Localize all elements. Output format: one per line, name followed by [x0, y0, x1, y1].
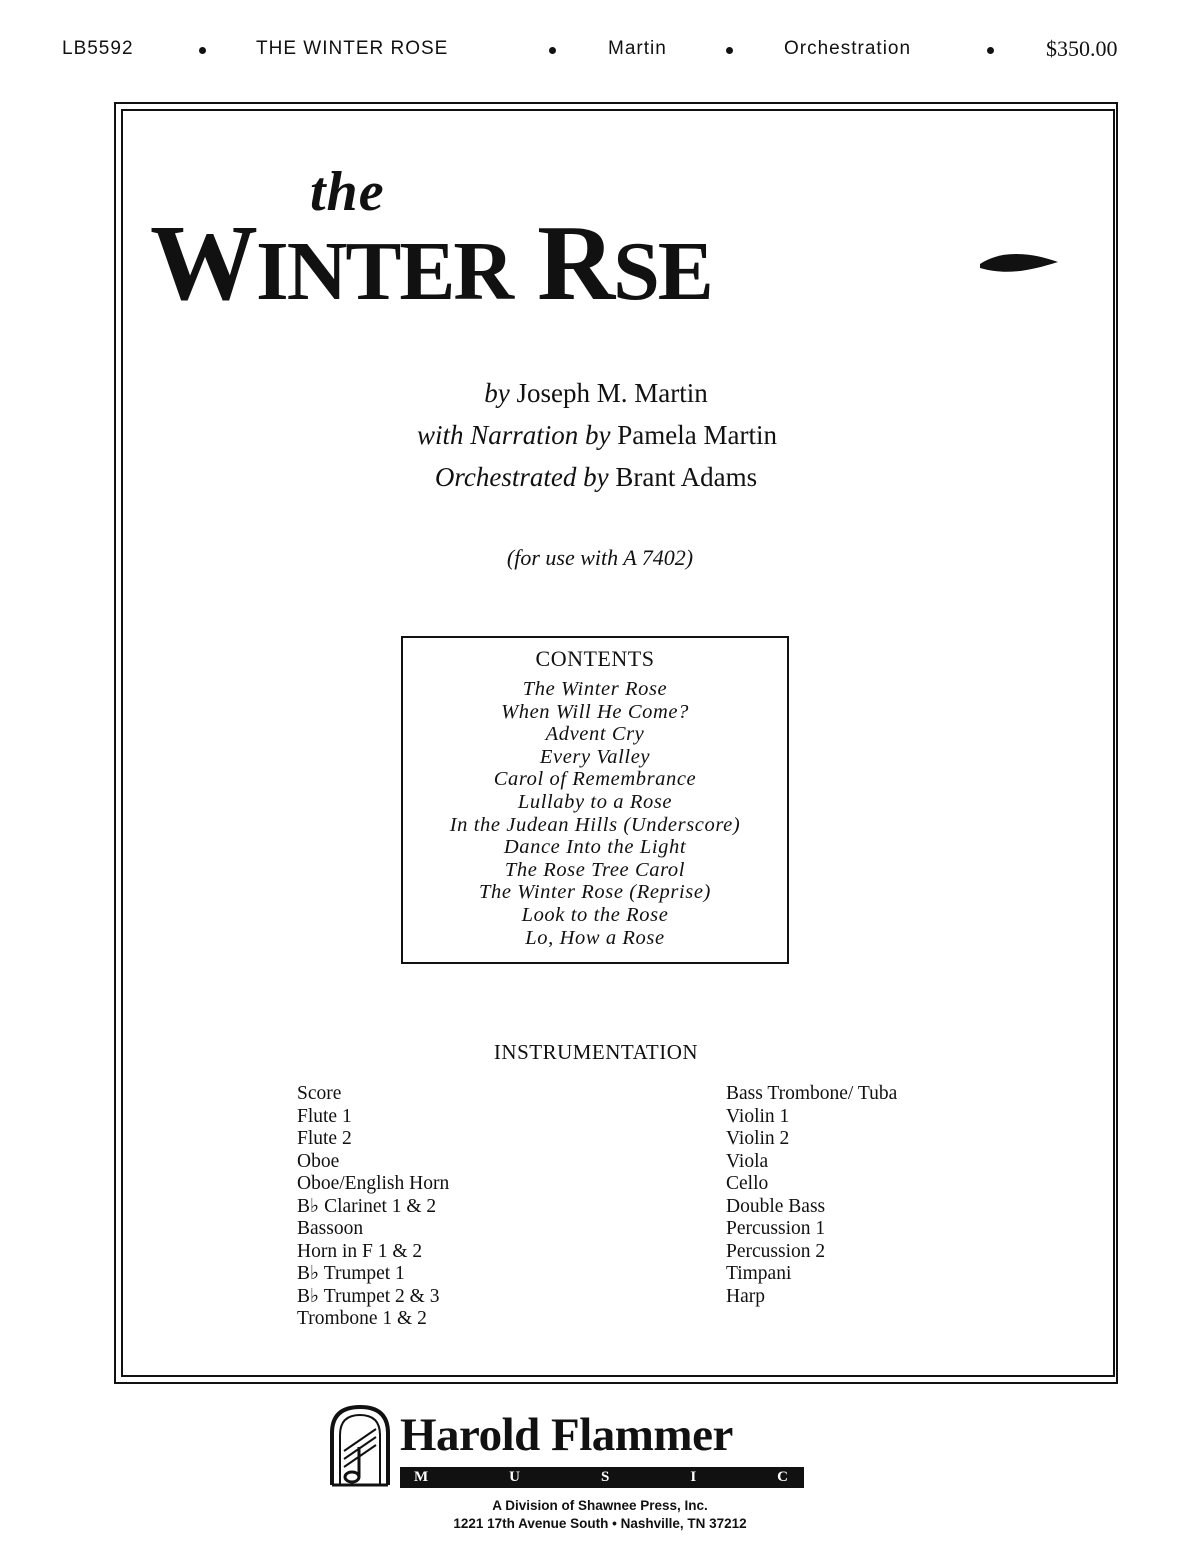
credit-name: Joseph M. Martin — [516, 378, 708, 408]
contents-item: Every Valley — [539, 745, 651, 768]
instrument-item: Double Bass — [726, 1195, 826, 1217]
title-the: the — [310, 161, 385, 223]
instrument-item: Bassoon — [297, 1218, 364, 1239]
instrument-item: Percussion 1 — [726, 1218, 826, 1239]
instrument-item: Oboe/English Horn — [297, 1173, 450, 1194]
rose-leaf-icon — [980, 248, 1060, 280]
bullet-dot — [199, 47, 206, 54]
instrument-item: Oboe — [297, 1150, 340, 1172]
instrument-item: B♭ Trumpet 2 & 3 — [297, 1285, 440, 1307]
instrumentation-heading: INSTRUMENTATION — [493, 1040, 699, 1064]
use-note: (for use with A 7402) — [506, 545, 694, 570]
title-w: W — [150, 204, 256, 323]
bullet-dot — [987, 47, 994, 54]
title-se: SE — [613, 225, 712, 318]
credit-prefix: with Narration by — [417, 420, 611, 450]
credit-name: Brant Adams — [615, 462, 758, 492]
instrument-item: Flute 1 — [297, 1105, 352, 1127]
harold-flammer-logo-icon — [328, 1403, 392, 1487]
instrument-item: Cello — [726, 1173, 769, 1194]
header-composer: Martin — [608, 38, 667, 59]
instrument-item: Violin 1 — [726, 1105, 790, 1127]
instrument-item: B♭ Clarinet 1 & 2 — [297, 1195, 437, 1217]
contents-item: When Will He Come? — [501, 700, 689, 723]
contents-list — [403, 678, 787, 949]
publisher-music-bar — [400, 1467, 804, 1488]
instrument-item: Bass Trombone/ Tuba — [726, 1083, 898, 1104]
contents-item: Look to the Rose — [521, 903, 669, 926]
publisher-address: 1221 17th Avenue South • Nashville, TN 37212 — [453, 1516, 747, 1531]
music-letter: M — [414, 1469, 431, 1485]
music-letter: I — [690, 1469, 699, 1485]
contents-item: Advent Cry — [545, 723, 645, 746]
catalog-number: LB5592 — [62, 38, 134, 59]
contents-item: The Winter Rose (Reprise) — [479, 881, 711, 904]
music-letter: C — [777, 1469, 790, 1485]
contents-item: Lullaby to a Rose — [517, 790, 673, 813]
instrument-item: Harp — [726, 1285, 765, 1307]
bullet-dot — [726, 47, 733, 54]
publisher-division: A Division of Shawnee Press, Inc. — [492, 1498, 708, 1513]
bullet-dot — [549, 47, 556, 54]
header-type: Orchestration — [784, 38, 912, 59]
header-price: $350.00 — [1046, 36, 1118, 61]
music-letter: S — [600, 1469, 612, 1485]
title-main — [150, 204, 712, 323]
contents-box — [401, 636, 789, 964]
contents-item: The Rose Tree Carol — [504, 858, 686, 881]
title-inter: INTER — [256, 225, 513, 318]
music-letter: U — [509, 1469, 522, 1485]
header-title: THE WINTER ROSE — [256, 38, 449, 59]
instrument-item: Score — [297, 1083, 342, 1104]
credit-narration — [0, 420, 1197, 451]
instrument-item: B♭ Trumpet 1 — [297, 1263, 405, 1284]
title-r: R — [537, 204, 614, 323]
instrument-item: Viola — [726, 1150, 769, 1172]
credit-prefix: Orchestrated by — [434, 462, 609, 492]
instrumentation-right-column — [726, 1083, 897, 1308]
credit-name: Pamela Martin — [617, 420, 777, 450]
contents-item: Carol of Remembrance — [493, 768, 697, 791]
contents-item: In the Judean Hills (Underscore) — [449, 813, 741, 836]
publisher-name: Harold Flammer — [400, 1409, 733, 1461]
instrumentation-left-column — [297, 1083, 449, 1331]
credit-composer — [0, 378, 1196, 409]
instrument-item: Flute 2 — [297, 1128, 352, 1149]
instrument-item: Trombone 1 & 2 — [297, 1308, 427, 1329]
instrument-item: Horn in F 1 & 2 — [297, 1240, 423, 1262]
contents-item: Lo, How a Rose — [525, 926, 665, 949]
instrument-item: Timpani — [726, 1263, 792, 1284]
credit-prefix: by — [484, 378, 510, 408]
instrument-item: Percussion 2 — [726, 1240, 826, 1262]
contents-item: The Winter Rose — [522, 678, 668, 700]
instrument-item: Violin 2 — [726, 1128, 790, 1149]
contents-item: Dance Into the Light — [503, 836, 687, 859]
credit-orchestrator — [0, 462, 1196, 493]
contents-heading: CONTENTS — [535, 646, 655, 671]
